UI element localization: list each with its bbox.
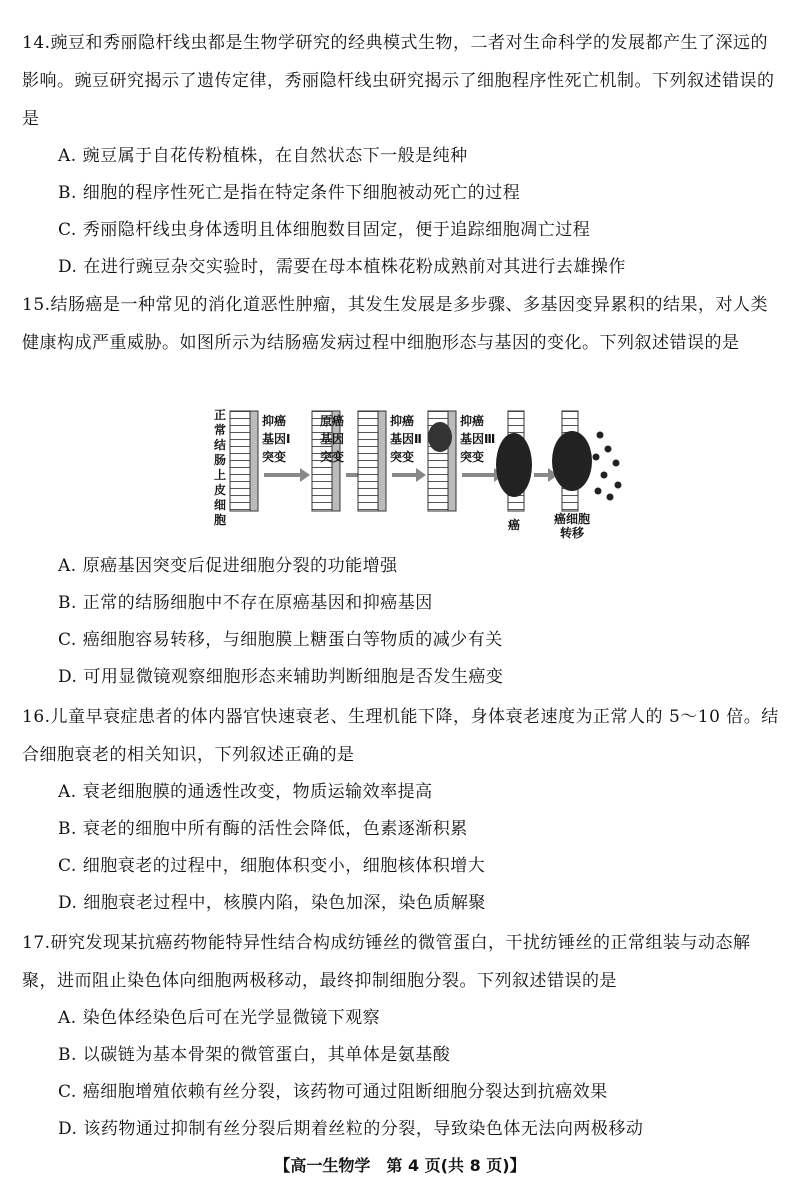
cancer-cell <box>597 432 604 439</box>
epithelium-stage-1 <box>230 411 250 511</box>
question-number: 16. <box>22 707 51 727</box>
option-d: D. 该药物通过抑制有丝分裂后期着丝粒的分裂，导致染色体无法向两极移动 <box>58 1119 644 1139</box>
question-text: 研究发现某抗癌药物能特异性结合构成纺锤丝的微管蛋白，干扰纺锤丝的正常组装与动态解聚，进而阻止染色体向细胞两极移动，最终抑制细胞分裂。下列叙述错误的是 <box>22 933 751 991</box>
cancer-cell <box>595 488 602 495</box>
step3-line3: 突变 <box>390 450 415 464</box>
arrow-3 <box>392 468 426 482</box>
polyp <box>428 422 452 452</box>
question-stem <box>22 286 782 362</box>
metastatic-cells <box>593 432 622 501</box>
start-label-char-3: 结 <box>214 438 227 452</box>
cancer-cell <box>605 446 612 453</box>
question-stem <box>22 24 782 138</box>
question-16 <box>22 698 782 922</box>
option-b: B. 以碳链为基本骨架的微管蛋白，其单体是氨基酸 <box>58 1045 451 1065</box>
cancer-cell <box>601 472 608 479</box>
option-d: D. 可用显微镜观察细胞形态来辅助判断细胞是否发生癌变 <box>58 667 504 687</box>
start-label-char-6: 皮 <box>214 483 227 497</box>
question-text: 儿童早衰症患者的体内器官快速衰老、生理机能下降，身体衰老速度为正常人的 5～10 倍。结合细胞衰老的相关知识，下列叙述正确的是 <box>22 707 779 765</box>
question-17 <box>22 924 782 1148</box>
step2-line1: 原癌 <box>320 414 345 428</box>
start-label <box>214 407 226 527</box>
option-a: A. 衰老细胞膜的通透性改变，物质运输效率提高 <box>58 782 433 802</box>
metastasis-label-line1: 癌细胞 <box>554 512 591 526</box>
question-15-options <box>22 548 782 696</box>
option-d: D. 细胞衰老过程中，核膜内陷，染色加深，染色质解聚 <box>58 893 486 913</box>
question-text: 结肠癌是一种常见的消化道恶性肿瘤，其发生发展是多步骤、多基因变异累积的结果，对人类健康构成严重威胁。如图所示为结肠癌发病过程中细胞形态与基因的变化。下列叙述错误的是 <box>22 295 769 353</box>
step2-line3: 突变 <box>320 450 345 464</box>
option-a: A. 豌豆属于自花传粉植株，在自然状态下一般是纯种 <box>58 146 468 166</box>
question-number: 17. <box>22 933 51 953</box>
step4-line2: 基因Ⅲ <box>460 432 496 446</box>
cancer-cell <box>615 482 622 489</box>
tumor-label: 癌 <box>508 518 521 532</box>
diagram-svg <box>208 405 628 540</box>
question-stem <box>22 698 782 774</box>
option-d: D. 在进行豌豆杂交实验时，需要在母本植株花粉成熟前对其进行去雄操作 <box>58 257 626 277</box>
cancer-cell <box>593 454 600 461</box>
page-footer: 【高一生物学 第 4 页(共 8 页)】 <box>274 1156 526 1175</box>
start-label-char-2: 常 <box>214 423 227 437</box>
question-stem <box>22 924 782 1000</box>
step1-line1: 抑癌 <box>262 414 287 428</box>
epithelium-wall-4 <box>448 411 456 511</box>
cancer-cell <box>613 460 620 467</box>
question-text: 豌豆和秀丽隐杆线虫都是生物学研究的经典模式生物，二者对生命科学的发展都产生了深远的影响。豌豆研究揭示了遗传定律，秀丽隐杆线虫研究揭示了细胞程序性死亡机制。下列叙述错误的是 <box>22 33 775 129</box>
option-b: B. 细胞的程序性死亡是指在特定条件下细胞被动死亡的过程 <box>58 183 521 203</box>
option-b: B. 衰老的细胞中所有酶的活性会降低，色素逐渐积累 <box>58 819 468 839</box>
option-c: C. 细胞衰老的过程中，细胞体积变小，细胞核体积增大 <box>58 856 486 876</box>
start-label-char-1: 正 <box>214 408 227 422</box>
option-b: B. 正常的结肠细胞中不存在原癌基因和抑癌基因 <box>58 593 433 613</box>
step2-line2: 基因 <box>320 432 345 446</box>
step3-label <box>390 413 422 464</box>
question-number: 14. <box>22 33 51 53</box>
option-c: C. 癌细胞增殖依赖有丝分裂，该药物可通过阻断细胞分裂达到抗癌效果 <box>58 1082 608 1102</box>
step1-line3: 突变 <box>262 450 287 464</box>
step4-label <box>460 413 495 464</box>
question-14 <box>22 24 782 286</box>
question-15 <box>22 286 782 362</box>
arrow-1 <box>264 468 310 482</box>
step3-line2: 基因Ⅱ <box>390 432 422 446</box>
epithelium-wall-1 <box>250 411 258 511</box>
option-c: C. 癌细胞容易转移，与细胞膜上糖蛋白等物质的减少有关 <box>58 630 503 650</box>
step1-label <box>262 413 290 464</box>
step4-line3: 突变 <box>460 450 485 464</box>
metastasis-label-line2: 转移 <box>560 526 585 540</box>
metastatic-tumor <box>552 431 592 491</box>
start-label-char-5: 上 <box>214 468 227 482</box>
option-a: A. 原癌基因突变后促进细胞分裂的功能增强 <box>58 556 398 576</box>
step2-label <box>320 413 344 464</box>
step3-line1: 抑癌 <box>390 414 415 428</box>
step1-line2: 基因Ⅰ <box>262 432 291 446</box>
start-label-char-4: 肠 <box>214 453 227 467</box>
option-a: A. 染色体经染色后可在光学显微镜下观察 <box>58 1008 381 1028</box>
epithelium-wall-3 <box>378 411 386 511</box>
step4-line1: 抑癌 <box>460 414 485 428</box>
question-number: 15. <box>22 295 51 315</box>
option-c: C. 秀丽隐杆线虫身体透明且体细胞数目固定，便于追踪细胞凋亡过程 <box>58 220 591 240</box>
start-label-char-8: 胞 <box>214 513 227 527</box>
cancer-cell <box>607 494 614 501</box>
colon-cancer-diagram <box>208 405 628 540</box>
epithelium-stage-3 <box>358 411 378 511</box>
tumor <box>496 433 532 497</box>
start-label-char-7: 细 <box>214 498 227 512</box>
